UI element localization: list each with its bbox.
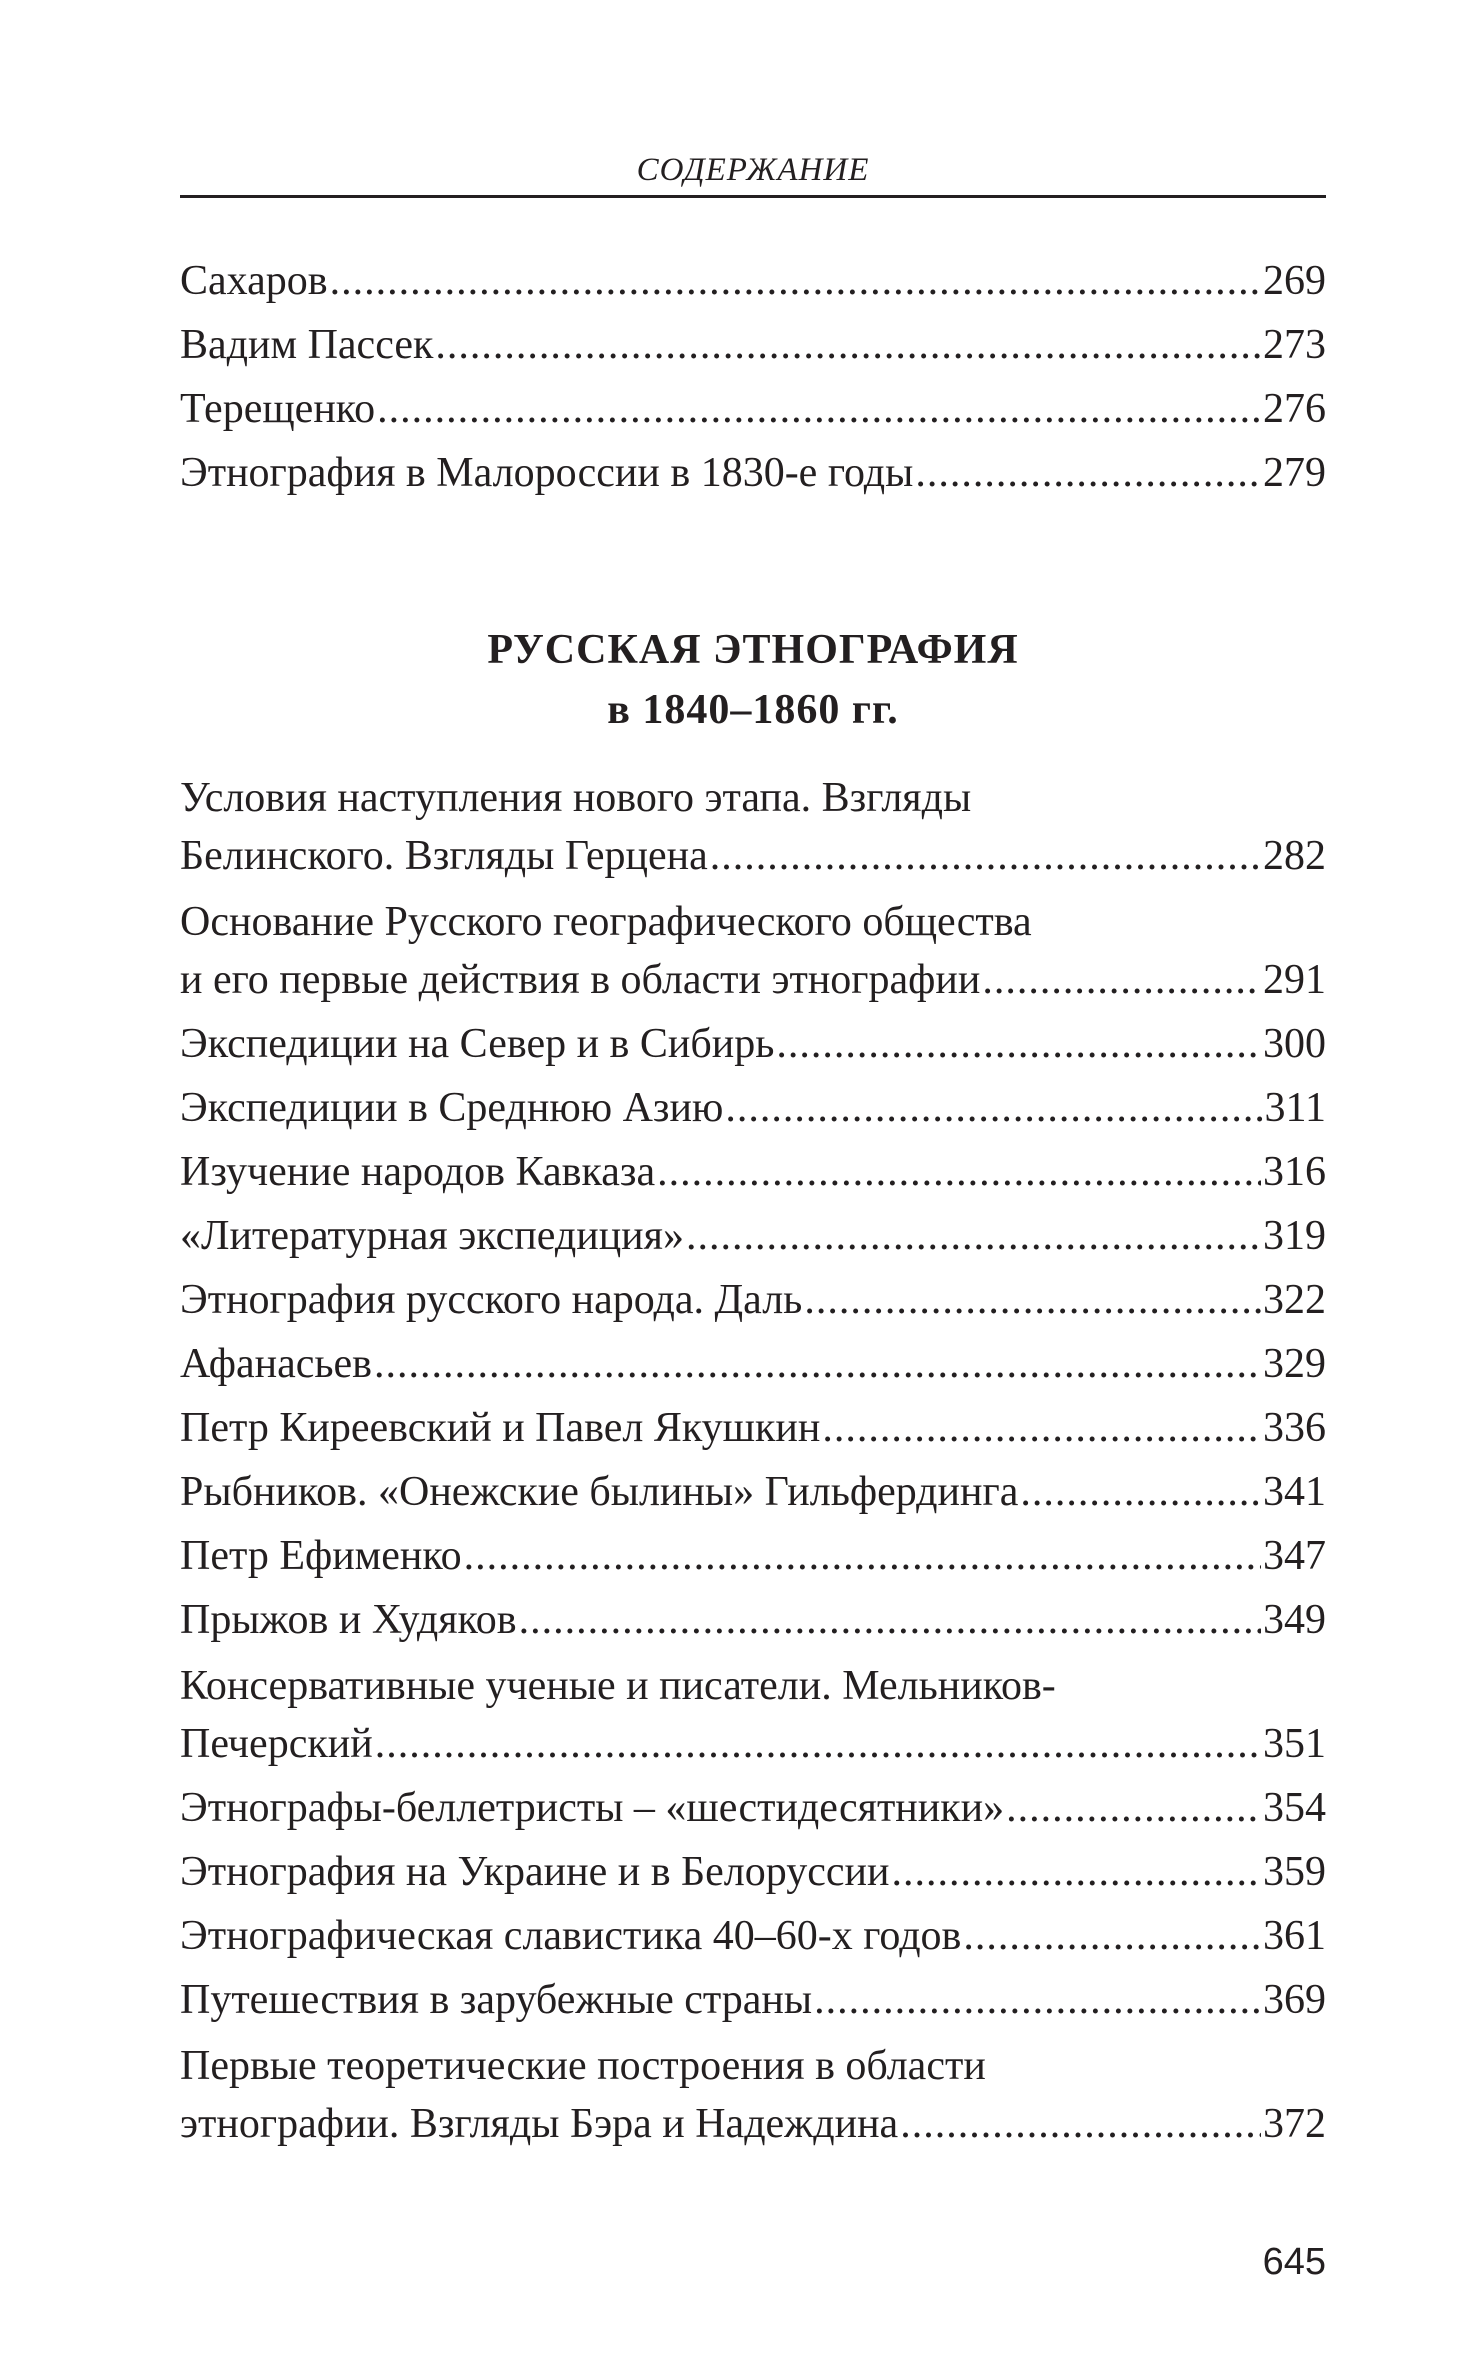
dot-leader xyxy=(435,313,1261,377)
toc-entry-page: 336 xyxy=(1263,1405,1326,1451)
toc-entry-page: 311 xyxy=(1264,1085,1326,1131)
toc-entry xyxy=(180,1712,1326,1776)
toc-entry xyxy=(180,1140,1326,1204)
toc-entry-title: Этнография на Украине и в Белоруссии xyxy=(180,1849,890,1895)
toc-entry-page: 319 xyxy=(1263,1213,1326,1259)
toc-entry-title: Этнография в Малороссии в 1830-е годы xyxy=(180,450,914,496)
page-number: 645 xyxy=(1262,2241,1326,2283)
toc-entry-page: 279 xyxy=(1263,450,1326,496)
toc-entry-first-line: Консервативные ученые и писатели. Мельников- xyxy=(180,1663,1056,1709)
toc-entry-page: 354 xyxy=(1263,1785,1326,1831)
toc-entry xyxy=(180,1776,1326,1840)
dot-leader xyxy=(1006,1776,1261,1840)
toc-entry-title: Петр Киреевский и Павел Якушкин xyxy=(180,1405,821,1451)
toc-entry xyxy=(180,1076,1326,1140)
toc-entry-title: Изучение народов Кавказа xyxy=(180,1149,656,1195)
running-head: СОДЕРЖАНИЕ xyxy=(636,152,870,188)
toc-entry xyxy=(180,1332,1326,1396)
dot-leader xyxy=(804,1268,1261,1332)
toc-entry-first-line: Первые теоретические построения в области xyxy=(180,2043,986,2089)
dot-leader xyxy=(657,1140,1261,1204)
dot-leader xyxy=(822,1396,1261,1460)
toc-entry-page: 369 xyxy=(1263,1977,1326,2023)
section-title: РУССКАЯ ЭТНОГРАФИЯ xyxy=(487,627,1019,673)
toc-entry-first-line: Основание Русского географического общества xyxy=(180,899,1032,945)
toc-entry xyxy=(180,1460,1326,1524)
dot-leader xyxy=(1020,1460,1261,1524)
toc-entry xyxy=(180,1840,1326,1904)
dot-leader xyxy=(891,1840,1261,1904)
dot-leader xyxy=(900,2092,1261,2156)
toc-entry-page: 282 xyxy=(1263,833,1326,879)
dot-leader xyxy=(915,441,1261,505)
toc-entry-title: Прыжов и Худяков xyxy=(180,1597,517,1643)
toc-entry-page: 269 xyxy=(1263,258,1326,304)
toc-entry-page: 347 xyxy=(1263,1533,1326,1579)
toc-entry-first-line: Условия наступления нового этапа. Взгляды xyxy=(180,775,972,821)
toc-entry-title: Этнография русского народа. Даль xyxy=(180,1277,803,1323)
dot-leader xyxy=(464,1524,1261,1588)
toc-entry-title: этнографии. Взгляды Бэра и Надеждина xyxy=(180,2101,899,2147)
toc-entry-title: Путешествия в зарубежные страны xyxy=(180,1977,813,2023)
toc-entry-page: 349 xyxy=(1263,1597,1326,1643)
book-page xyxy=(180,0,1326,2362)
dot-leader xyxy=(375,1712,1261,1776)
toc-entry-title: Этнографы-беллетристы – «шестидесятники» xyxy=(180,1785,1005,1831)
toc-entry-title: и его первые действия в области этнографии xyxy=(180,957,981,1003)
toc-entry-title: Вадим Пассек xyxy=(180,322,434,368)
toc-entry-title: Этнографическая славистика 40–60-х годов xyxy=(180,1913,962,1959)
dot-leader xyxy=(710,824,1261,888)
toc-entry-title: Рыбников. «Онежские былины» Гильфердинга xyxy=(180,1469,1019,1515)
toc-entry-title: Сахаров xyxy=(180,258,328,304)
toc-entry-title: Петр Ефименко xyxy=(180,1533,462,1579)
toc-entry xyxy=(180,824,1326,888)
toc-entry-title: «Литературная экспедиция» xyxy=(180,1213,684,1259)
toc-entry xyxy=(180,2092,1326,2156)
toc-entry xyxy=(180,441,1326,505)
toc-entry-page: 273 xyxy=(1263,322,1326,368)
dot-leader xyxy=(963,1904,1261,1968)
toc-entry xyxy=(180,249,1326,313)
dot-leader xyxy=(776,1012,1261,1076)
toc-entry-page: 361 xyxy=(1263,1913,1326,1959)
toc-entry-title: Афанасьев xyxy=(180,1341,372,1387)
toc-entry xyxy=(180,1268,1326,1332)
toc-entry xyxy=(180,377,1326,441)
toc-entry xyxy=(180,313,1326,377)
toc-entry-page: 316 xyxy=(1263,1149,1326,1195)
dot-leader xyxy=(686,1204,1261,1268)
toc-entry-page: 322 xyxy=(1263,1277,1326,1323)
toc-entry-page: 359 xyxy=(1263,1849,1326,1895)
header-rule xyxy=(180,195,1326,198)
dot-leader xyxy=(519,1588,1261,1652)
toc-entry xyxy=(180,948,1326,1012)
toc-entry-title: Терещенко xyxy=(180,386,376,432)
section-subtitle: в 1840–1860 гг. xyxy=(607,687,899,733)
toc-entry xyxy=(180,1588,1326,1652)
toc-entry-page: 372 xyxy=(1263,2101,1326,2147)
toc-entry xyxy=(180,1012,1326,1076)
toc-entry-page: 300 xyxy=(1263,1021,1326,1067)
toc-entry-title: Печерский xyxy=(180,1721,373,1767)
dot-leader xyxy=(814,1968,1261,2032)
toc-entry-title: Белинского. Взгляды Герцена xyxy=(180,833,708,879)
toc-entry-page: 291 xyxy=(1263,957,1326,1003)
toc-entry xyxy=(180,1904,1326,1968)
dot-leader xyxy=(982,948,1261,1012)
toc-entry xyxy=(180,1396,1326,1460)
toc-entry-page: 351 xyxy=(1263,1721,1326,1767)
toc-entry-title: Экспедиции в Среднюю Азию xyxy=(180,1085,724,1131)
dot-leader xyxy=(330,249,1261,313)
toc-entry xyxy=(180,1968,1326,2032)
toc-entry xyxy=(180,1204,1326,1268)
dot-leader xyxy=(374,1332,1261,1396)
dot-leader xyxy=(377,377,1261,441)
toc-entry-page: 276 xyxy=(1263,386,1326,432)
toc-entry-page: 341 xyxy=(1263,1469,1326,1515)
dot-leader xyxy=(725,1076,1262,1140)
toc-entry-title: Экспедиции на Север и в Сибирь xyxy=(180,1021,775,1067)
toc-entry-page: 329 xyxy=(1263,1341,1326,1387)
toc-entry xyxy=(180,1524,1326,1588)
